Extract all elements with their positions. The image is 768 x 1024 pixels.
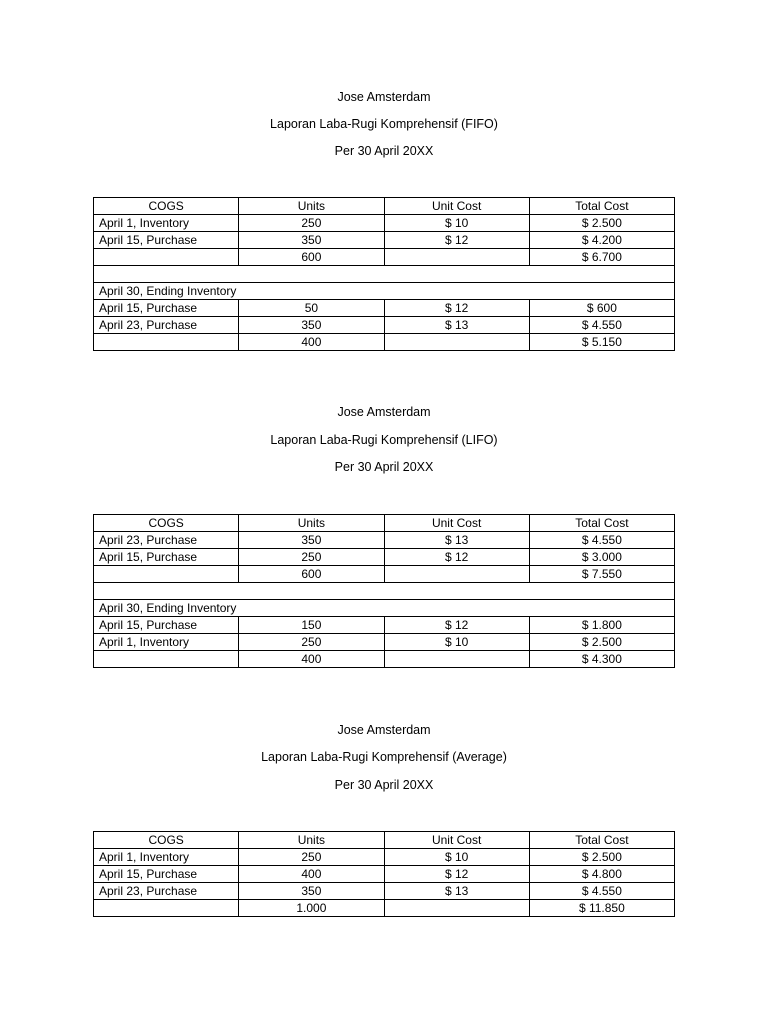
table-row (94, 549, 675, 566)
header-cell: Unit Cost (384, 515, 529, 532)
cell-description: April 15, Purchase (94, 617, 239, 634)
cell-total-cost: $ 7.550 (529, 566, 674, 583)
table-header-row (94, 832, 675, 849)
cell-unit-cost (384, 900, 529, 917)
cell-unit-cost (384, 566, 529, 583)
report-date: Per 30 April 20XX (334, 778, 434, 792)
spacer-cell (94, 583, 675, 600)
cell-units: 350 (239, 532, 384, 549)
cell-description: April 15, Purchase (94, 866, 239, 883)
cell-unit-cost: $ 10 (384, 215, 529, 232)
cell-total-cost: $ 11.850 (529, 900, 674, 917)
header-cell: COGS (94, 198, 239, 215)
ending-inventory-label: April 30, Ending Inventory (94, 283, 675, 300)
cell-unit-cost: $ 12 (384, 232, 529, 249)
cell-unit-cost: $ 12 (384, 300, 529, 317)
cell-description: April 23, Purchase (94, 883, 239, 900)
cell-units: 350 (239, 883, 384, 900)
company-name: Jose Amsterdam (337, 723, 431, 737)
inventory-table (93, 197, 675, 351)
subtotal-row (94, 334, 675, 351)
cell-units: 400 (239, 651, 384, 668)
cell-total-cost: $ 4.550 (529, 532, 674, 549)
cell-units: 250 (239, 634, 384, 651)
cell-total-cost: $ 2.500 (529, 849, 674, 866)
report-title: Laporan Laba-Rugi Komprehensif (Average) (261, 750, 507, 764)
cell-description: April 15, Purchase (94, 549, 239, 566)
cell-unit-cost: $ 13 (384, 317, 529, 334)
cell-description: April 15, Purchase (94, 232, 239, 249)
table-row (94, 532, 675, 549)
cell-description: April 1, Inventory (94, 849, 239, 866)
cell-unit-cost: $ 13 (384, 532, 529, 549)
table-header-row (94, 198, 675, 215)
cell-unit-cost: $ 10 (384, 849, 529, 866)
cell-units: 350 (239, 232, 384, 249)
cell-description: April 23, Purchase (94, 317, 239, 334)
report-title: Laporan Laba-Rugi Komprehensif (LIFO) (270, 433, 498, 447)
cell-units: 350 (239, 317, 384, 334)
header-cell: Units (239, 832, 384, 849)
cell-description (94, 900, 239, 917)
cell-units: 250 (239, 549, 384, 566)
header-cell: Unit Cost (384, 832, 529, 849)
header-cell: COGS (94, 515, 239, 532)
cell-description (94, 651, 239, 668)
cell-total-cost: $ 600 (529, 300, 674, 317)
header-cell: Total Cost (529, 832, 674, 849)
subtotal-row (94, 249, 675, 266)
inventory-table (93, 514, 675, 668)
subtotal-row (94, 651, 675, 668)
cell-unit-cost (384, 249, 529, 266)
cell-total-cost: $ 6.700 (529, 249, 674, 266)
cell-description (94, 249, 239, 266)
ending-inventory-label: April 30, Ending Inventory (94, 600, 675, 617)
company-name: Jose Amsterdam (337, 90, 431, 104)
cell-description: April 1, Inventory (94, 634, 239, 651)
table-row (94, 849, 675, 866)
spacer-row (94, 583, 675, 600)
cell-unit-cost: $ 12 (384, 617, 529, 634)
report-date: Per 30 April 20XX (334, 460, 434, 474)
spacer-row (94, 266, 675, 283)
table-row (94, 866, 675, 883)
table-row (94, 317, 675, 334)
cell-description: April 15, Purchase (94, 300, 239, 317)
table-row (94, 215, 675, 232)
cell-total-cost: $ 4.550 (529, 883, 674, 900)
company-name: Jose Amsterdam (337, 405, 431, 419)
cell-description (94, 334, 239, 351)
table-row (94, 883, 675, 900)
table-header-row (94, 515, 675, 532)
cell-total-cost: $ 4.200 (529, 232, 674, 249)
cell-total-cost: $ 4.800 (529, 866, 674, 883)
table-row (94, 232, 675, 249)
ending-inventory-label-row (94, 600, 675, 617)
cell-unit-cost (384, 651, 529, 668)
header-cell: Total Cost (529, 198, 674, 215)
cell-description (94, 566, 239, 583)
subtotal-row (94, 900, 675, 917)
cell-unit-cost: $ 10 (384, 634, 529, 651)
cell-units: 400 (239, 866, 384, 883)
cell-total-cost: $ 4.550 (529, 317, 674, 334)
cell-units: 150 (239, 617, 384, 634)
table-row (94, 300, 675, 317)
cell-description: April 23, Purchase (94, 532, 239, 549)
cell-total-cost: $ 4.300 (529, 651, 674, 668)
header-cell: Units (239, 198, 384, 215)
cell-unit-cost: $ 12 (384, 866, 529, 883)
report-title: Laporan Laba-Rugi Komprehensif (FIFO) (270, 117, 498, 131)
cell-total-cost: $ 5.150 (529, 334, 674, 351)
cell-units: 600 (239, 566, 384, 583)
cell-units: 600 (239, 249, 384, 266)
cell-total-cost: $ 1.800 (529, 617, 674, 634)
header-cell: Units (239, 515, 384, 532)
cell-units: 250 (239, 215, 384, 232)
header-cell: COGS (94, 832, 239, 849)
cell-unit-cost (384, 334, 529, 351)
cell-total-cost: $ 3.000 (529, 549, 674, 566)
cell-units: 1.000 (239, 900, 384, 917)
cell-units: 50 (239, 300, 384, 317)
inventory-table (93, 831, 675, 917)
cell-units: 250 (239, 849, 384, 866)
cell-description: April 1, Inventory (94, 215, 239, 232)
cell-unit-cost: $ 13 (384, 883, 529, 900)
table-row (94, 634, 675, 651)
table-row (94, 617, 675, 634)
cell-unit-cost: $ 12 (384, 549, 529, 566)
cell-total-cost: $ 2.500 (529, 634, 674, 651)
ending-inventory-label-row (94, 283, 675, 300)
subtotal-row (94, 566, 675, 583)
spacer-cell (94, 266, 675, 283)
cell-total-cost: $ 2.500 (529, 215, 674, 232)
report-date: Per 30 April 20XX (334, 144, 434, 158)
cell-units: 400 (239, 334, 384, 351)
header-cell: Total Cost (529, 515, 674, 532)
header-cell: Unit Cost (384, 198, 529, 215)
